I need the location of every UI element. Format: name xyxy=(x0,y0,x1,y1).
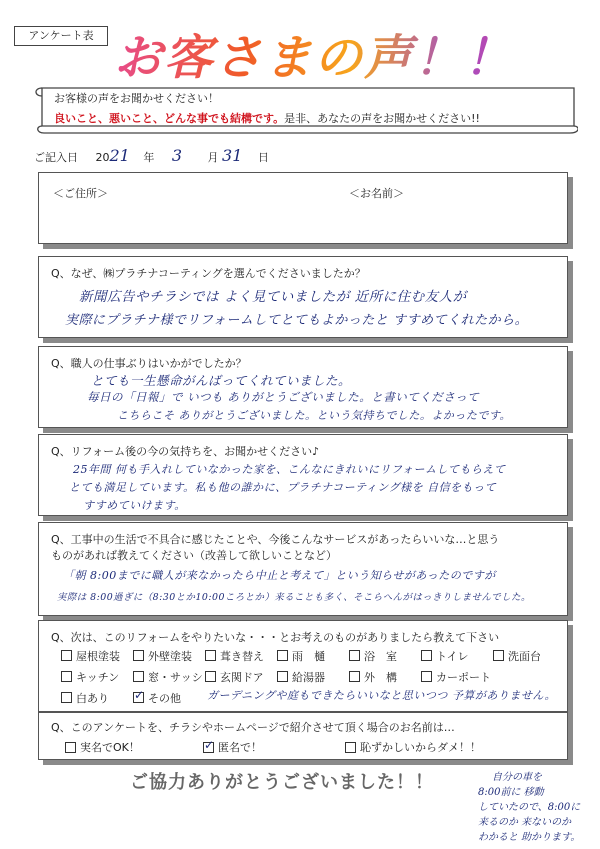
reform-option-label: その他 xyxy=(148,691,181,705)
name-label: ＜お名前＞ xyxy=(349,187,404,200)
checkbox[interactable] xyxy=(421,650,432,661)
answer-4-line-1: 「朝 8:00までに職人が来なかったら中止と考えて」という知らせがあったのですが xyxy=(63,569,496,582)
reform-option-label: 玄関ドア xyxy=(220,670,264,684)
question-3-text: Q、リフォーム後の今の気持ちを、お聞かせください♪ xyxy=(51,445,320,458)
intro-banner xyxy=(34,86,578,132)
option-anonymous[interactable] xyxy=(203,739,345,755)
reform-option-label: トイレ xyxy=(436,649,469,663)
question-2-text: Q、職人の仕事ぶりはいかがでしたか？ xyxy=(51,357,247,370)
options-row xyxy=(61,666,565,687)
intro-emphasis: 良いこと、悪いこと、どんな事でも結構です。 xyxy=(54,112,285,125)
date-era: 20 xyxy=(95,151,110,164)
address-label: ＜ご住所＞ xyxy=(53,187,108,200)
checkbox-checked[interactable] xyxy=(203,742,214,753)
checkbox-checked[interactable] xyxy=(133,692,144,703)
answer-1-line-2: 実際にプラチナ様でリフォームしてとてもよかったと すすめてくれたから。 xyxy=(65,313,529,328)
option-anonymous-label: 匿名で！ xyxy=(218,741,262,754)
checkbox[interactable] xyxy=(205,650,216,661)
checkbox[interactable] xyxy=(65,742,76,753)
checkbox[interactable] xyxy=(349,671,360,682)
reform-option[interactable] xyxy=(349,669,421,685)
reform-option-label: 屋根塗装 xyxy=(76,649,120,663)
checkbox[interactable] xyxy=(493,650,504,661)
option-real-name-label: 実名でOK！ xyxy=(80,741,140,754)
reform-option[interactable] xyxy=(277,648,349,664)
date-year-unit: 年 xyxy=(143,151,155,164)
question-1-text: Q、なぜ、㈱プラチナコーティングを選んでくださいましたか？ xyxy=(51,267,366,280)
page-title: お客さまの声！！ xyxy=(114,26,544,90)
answer-3-line-2: とても満足しています。私も他の誰かに、プラチナコーティング様を 自信をもって xyxy=(69,481,497,494)
answer-2-line-2: 毎日の「日報」で いつも ありがとうございました。と書いてくださって xyxy=(87,390,480,404)
reform-option[interactable] xyxy=(421,669,493,685)
reform-option[interactable] xyxy=(133,690,205,706)
checkbox[interactable] xyxy=(277,671,288,682)
checkbox[interactable] xyxy=(61,650,72,661)
side-note-line: 8:00前に 移動 xyxy=(478,787,544,798)
checkbox[interactable] xyxy=(133,671,144,682)
reform-option-label: 窓・サッシ xyxy=(148,670,203,684)
side-note-line: わかると 助かります。 xyxy=(478,832,581,843)
form-type-tag: アンケート表 xyxy=(14,26,108,46)
question-4-text-line-1: Q、工事中の生活で不具合に感じたことや、今後こんなサービスがあったらいいな…と思う xyxy=(51,533,500,546)
reform-option[interactable] xyxy=(493,648,565,664)
question-6-text: Q、このアンケートを、チラシやホームページで紹介させて頂く場合のお名前は… xyxy=(51,721,455,734)
question-5-box xyxy=(38,620,568,712)
option-real-name[interactable] xyxy=(65,739,203,755)
checkbox[interactable] xyxy=(61,671,72,682)
option-decline[interactable] xyxy=(345,739,505,755)
reform-option[interactable] xyxy=(133,648,205,664)
answer-3-line-3: すすめていけます。 xyxy=(83,499,186,512)
question-2-box xyxy=(38,346,568,428)
reform-option[interactable] xyxy=(349,648,421,664)
reform-option-label: 雨 樋 xyxy=(292,649,325,663)
checkbox[interactable] xyxy=(345,742,356,753)
side-note-line: していたので、8:00に xyxy=(478,802,581,813)
reform-option[interactable] xyxy=(61,669,133,685)
options-row xyxy=(61,645,565,666)
question-3-box xyxy=(38,434,568,516)
checkbox[interactable] xyxy=(133,650,144,661)
question-4-box xyxy=(38,522,568,616)
checkbox[interactable] xyxy=(205,671,216,682)
question-1-box xyxy=(38,256,568,338)
checkbox[interactable] xyxy=(349,650,360,661)
side-handwritten-note xyxy=(478,770,596,845)
intro-line-1: お客様の声をお聞かせください！ xyxy=(54,92,219,105)
date-day-unit: 日 xyxy=(257,151,269,164)
reform-option[interactable] xyxy=(421,648,493,664)
other-option-note: ガーデニングや庭もできたらいいなと思いつつ 予算がありません。 xyxy=(207,689,556,702)
reform-option-label: カーポート xyxy=(436,670,491,684)
reform-option-label: 外壁塗装 xyxy=(148,649,192,663)
reform-option[interactable] xyxy=(61,690,133,706)
checkbox[interactable] xyxy=(421,671,432,682)
date-row xyxy=(34,146,269,165)
question-4-text-line-2: ものがあれば教えてください（改善して欲しいことなど） xyxy=(51,549,337,562)
reform-option[interactable] xyxy=(205,648,277,664)
address-name-box xyxy=(38,172,568,244)
answer-3-line-1: 25年間 何も手入れしていなかった家を、こんなにきれいにリフォームしてもらえて xyxy=(73,463,506,476)
answer-1-line-1: 新聞広告やチラシでは よく見ていましたが 近所に住む友人が xyxy=(79,289,467,305)
reform-option-label: キッチン xyxy=(76,670,120,684)
question-6-box xyxy=(38,712,568,760)
reform-option[interactable] xyxy=(205,669,277,685)
option-decline-label: 恥ずかしいからダメ！！ xyxy=(360,741,481,754)
side-note-line: 自分の車を xyxy=(492,772,542,783)
date-month-value: 3 xyxy=(171,146,183,165)
reform-option-label: 白あり xyxy=(76,691,109,705)
reform-option-label: 浴 室 xyxy=(364,649,397,663)
intro-rest: 是非、あなたの声をお聞かせください!! xyxy=(284,112,480,125)
thank-you-message: ご協力ありがとうございました！！ xyxy=(130,772,434,793)
checkbox[interactable] xyxy=(61,692,72,703)
date-month-unit: 月 xyxy=(207,151,219,164)
reform-option-label: 葺き替え xyxy=(220,649,264,663)
reform-option[interactable] xyxy=(277,669,349,685)
reform-option[interactable] xyxy=(133,669,205,685)
date-day-value: 31 xyxy=(222,146,243,165)
reform-option-label: 外 構 xyxy=(364,670,397,684)
reform-option-label: 給湯器 xyxy=(292,670,325,684)
answer-2-line-1: とても一生懸命がんばってくれていました。 xyxy=(91,373,352,388)
intro-line-2 xyxy=(54,110,480,126)
question-5-text: Q、次は、このリフォームをやりたいな・・・とお考えのものがありましたら教えて下さい xyxy=(51,631,500,644)
answer-4-line-2: 実際は 8:00過ぎに（8:30とか10:00ころとか）来ることも多く、そこらへんがはっきりしませんでした。 xyxy=(57,592,531,603)
name-permission-options xyxy=(65,739,505,755)
date-label: ご記入日 xyxy=(34,151,78,164)
checkbox[interactable] xyxy=(277,650,288,661)
date-year-value: 21 xyxy=(109,146,130,165)
reform-option[interactable] xyxy=(61,648,133,664)
reform-option-label: 洗面台 xyxy=(508,649,541,663)
side-note-line: 来るのか 来ないのか xyxy=(478,817,572,828)
answer-2-line-3: こちらこそ ありがとうございました。という気持ちでした。よかったです。 xyxy=(117,409,512,422)
